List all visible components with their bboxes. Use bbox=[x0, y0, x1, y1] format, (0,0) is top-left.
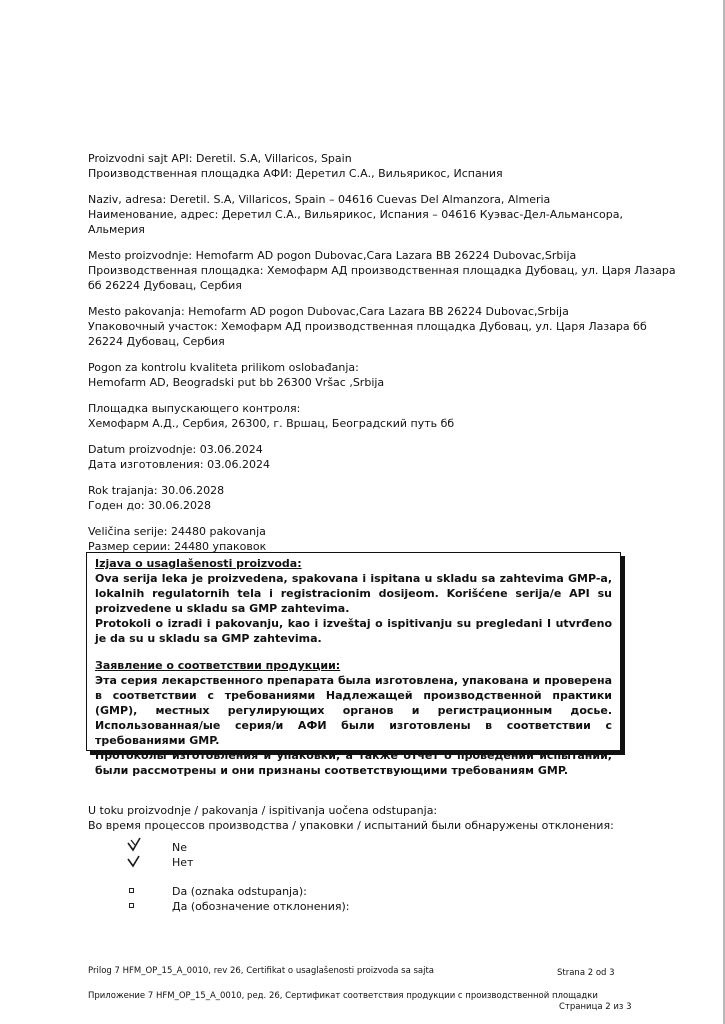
api-site-section bbox=[88, 151, 628, 181]
deviations-question-ru: Во время процессов производства / упаковки / испытаний были обнаружены отклонения: bbox=[88, 819, 614, 832]
footer-page-ru: Страница 2 из 3 bbox=[559, 1002, 632, 1012]
declaration-ru-para1: Эта серия лекарственного препарата была изготовлена, упакована и проверена в соответствии с требованиями Надлежащей производственной практики (GMP), местных регулирующих органов и регистрационным досье. Использованная/ые серия/и АФИ были изготовлены в соответствии с требованиями GMP. bbox=[95, 674, 612, 747]
name-address-section bbox=[88, 192, 628, 237]
name-address-sr: Naziv, adresa: Deretil. S.A, Villaricos, Spain – 04616 Cuevas Del Almanzora, Almeria bbox=[88, 193, 551, 206]
api-site-ru: Производственная площадка АФИ: Деретил С.А., Вильярикос, Испания bbox=[88, 167, 503, 180]
production-site-sr: Mesto proizvodnje: Hemofarm AD pogon Dubovac,Cara Lazara BB 26224 Dubovac,Srbija bbox=[88, 249, 577, 262]
production-site-ru-line1: Производственная площадка: Хемофарм АД производственная площадка Дубовац, ул. Царя Лазара bbox=[88, 264, 676, 277]
name-address-ru-line1: Наименование, адрес: Деретил С.А., Вильярикос, Испания – 04616 Куэвас-Дел-Альмансора, bbox=[88, 208, 623, 221]
declaration-box-shadow-right bbox=[621, 556, 625, 755]
production-site-ru-line2: бб 26224 Дубовац, Сербия bbox=[88, 279, 242, 292]
batch-size-section bbox=[88, 524, 628, 554]
api-site-sr: Proizvodni sajt API: Deretil. S.A, Villaricos, Spain bbox=[88, 152, 352, 165]
packaging-site-sr: Mesto pakovanja: Hemofarm AD pogon Dubovac,Cara Lazara BB 26224 Dubovac,Srbija bbox=[88, 305, 569, 318]
checkbox-yes-sr[interactable] bbox=[129, 888, 134, 893]
deviations-question-sr: U toku proizvodnje / pakovanja / ispitivanja uočena odstupanja: bbox=[88, 804, 438, 817]
declaration-ru-para2: Протоколы изготовления и упаковки, а также отчет о проведении испытаний, были рассмотрены и они признаны соответствующими требованиям GMP. bbox=[95, 749, 612, 777]
footer-ru: Приложение 7 HFM_OP_15_A_0010, ред. 26, Сертификат соответствия продукции с производственной площадки bbox=[88, 991, 598, 1001]
qc-release-section bbox=[88, 360, 628, 390]
declaration-box bbox=[86, 552, 621, 777]
declaration-heading-sr: Izjava o usaglašenosti proizvoda: bbox=[95, 557, 302, 570]
document-body bbox=[88, 151, 676, 558]
deviations-question bbox=[88, 803, 614, 833]
expiry-ru: Годен до: 30.06.2028 bbox=[88, 499, 212, 512]
batch-size-sr: Veličina serije: 24480 pakovanja bbox=[88, 525, 266, 538]
name-address-ru-line2: Альмерия bbox=[88, 223, 145, 236]
release-control-ru-line1: Площадка выпускающего контроля: bbox=[88, 402, 301, 415]
option-no-label-ru: Нет bbox=[172, 856, 194, 869]
checkbox-yes-ru[interactable] bbox=[129, 903, 134, 908]
declaration-heading-ru: Заявление о соответствии продукции: bbox=[95, 659, 341, 672]
packaging-site-ru-line2: 26224 Дубовац, Сербия bbox=[88, 335, 225, 348]
production-date-sr: Datum proizvodnje: 03.06.2024 bbox=[88, 443, 263, 456]
packaging-site-ru-line1: Упаковочный участок: Хемофарм АД производственная площадка Дубовац, ул. Царя Лазара бб bbox=[88, 320, 647, 333]
qc-release-sr-line1: Pogon za kontrolu kvaliteta prilikom oslobađanja: bbox=[88, 361, 359, 374]
expiry-section bbox=[88, 483, 628, 513]
footer-page-sr: Strana 2 od 3 bbox=[557, 968, 615, 978]
handwritten-check-mark-icon bbox=[125, 853, 155, 869]
release-control-ru-line2: Хемофарм А.Д., Сербия, 26300, г. Вршац, Београдский путь бб bbox=[88, 417, 455, 430]
declaration-sr-para2: Protokoli o izradi i pakovanju, kao i izveštaj o ispitivanju su pregledani I utvrđeno je da su u skladu sa GMP zahtevima. bbox=[95, 617, 612, 645]
batch-size-ru: Размер серии: 24480 упаковок bbox=[88, 540, 267, 553]
declaration-sr-para1: Ova serija leka je proizvedena, spakovana i ispitana u skladu sa zahtevima GMP-a, lokalnih regulatornih tela i registracionim dosijeom. Korišćene serija/e API su proizvedene u skladu sa GMP zahtevima. bbox=[95, 572, 612, 615]
production-date-section bbox=[88, 442, 628, 472]
production-date-ru: Дата изготовления: 03.06.2024 bbox=[88, 458, 271, 471]
footer-sr: Prilog 7 HFM_OP_15_A_0010, rev 26, Certifikat o usaglašenosti proizvoda sa sajta bbox=[88, 966, 435, 976]
production-site-section bbox=[88, 248, 676, 293]
option-yes-label-sr: Da (oznaka odstupanja): bbox=[172, 885, 307, 898]
option-no-label-sr: Ne bbox=[172, 841, 187, 854]
release-control-section bbox=[88, 401, 628, 431]
handwritten-check-mark-icon bbox=[125, 836, 155, 852]
qc-release-sr-line2: Hemofarm AD, Beogradski put bb 26300 Vršac ,Srbija bbox=[88, 376, 385, 389]
option-yes-label-ru: Да (обозначение отклонения): bbox=[172, 900, 350, 913]
packaging-site-section bbox=[88, 304, 647, 349]
expiry-sr: Rok trajanja: 30.06.2028 bbox=[88, 484, 225, 497]
